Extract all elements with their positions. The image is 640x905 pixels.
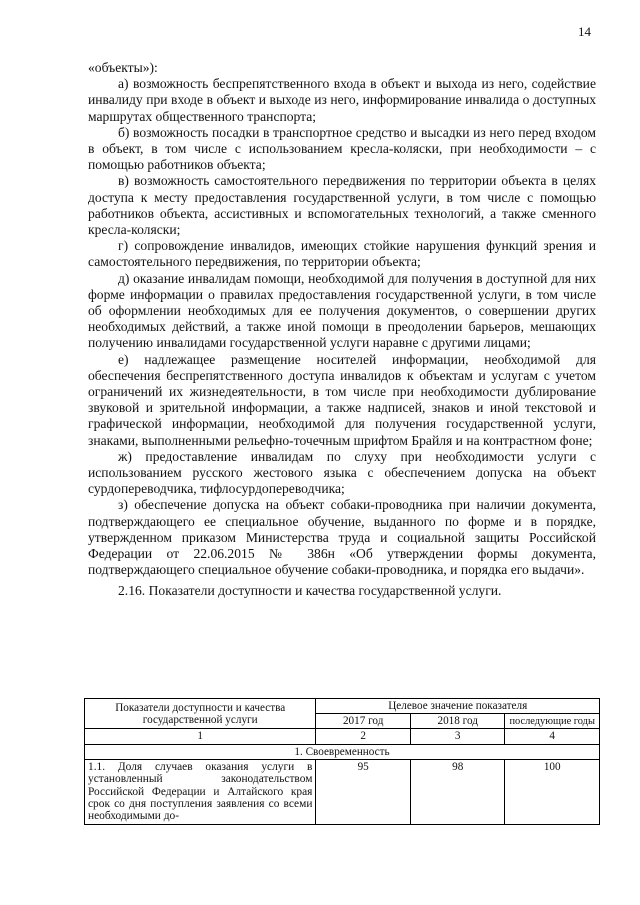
paragraph-zh: ж) предоставление инвалидам по слуху при необходимости услуги с использованием русского жестового языка с обеспечением допуска на объект сурдопереводчика, тифлосурдопереводчика; [88,448,596,497]
table-row [85,759,600,824]
paragraph-g: г) сопровождение инвалидов, имеющих стойкие нарушения функций зрения и самостоятельного передвижения, по территории объекта; [88,238,596,270]
paragraph-intro: «объекты»): [88,60,158,75]
header-year-2018: 2018 год [410,714,505,729]
column-number-1: 1 [85,729,316,744]
body-text [88,60,596,599]
paragraph-e: е) надлежащее размещение носителей информации, необходимой для обеспечения беспрепятственного доступа инвалидов к объектам и услугам с учетом ограничений их жизнедеятельности, в том числе при необходимости дублирование звуковой и зрительной информации, а также надписей, знаков и иной текстовой и графической информации, необходимой для получения государственной услуги, знаками, выполненными рельефно-точечным шрифтом Брайля и на контрастном фоне; [88,351,596,448]
column-number-4: 4 [505,729,600,744]
table-header-row [85,699,600,714]
paragraph-z: з) обеспечение допуска на объект собаки-проводника при наличии документа, подтверждающего ее специальное обучение, выданного по форме и в порядке, утвержденном приказом Министерства труда и социальной защиты Российской Федерации от 22.06.2015 № 386н «Об утверждении формы документа, подтверждающего специальное обучение собаки-проводника, и порядка его выдачи». [88,497,596,578]
section-timeliness: 1. Своевременность [85,744,600,759]
indicators-table [84,698,600,825]
row-1-1-value-2017: 95 [316,759,411,824]
section-heading: 2.16. Показатели доступности и качества государственной услуги. [118,582,502,598]
row-1-1-value-later: 100 [505,759,600,824]
header-year-later: последующие годы [505,714,600,729]
row-1-1-value-2018: 98 [410,759,505,824]
paragraph-d: д) оказание инвалидам помощи, необходимой для получения в доступной для них форме информации о правилах предоставления государственной услуги, в том числе об оформлении необходимых для ее получения документов, о совершении других необходимых действий, а также иной помощи в преодолении барьеров, мешающих получению инвалидами государственной услуги наравне с другими лицами; [88,270,596,351]
column-number-2: 2 [316,729,411,744]
page-number: 14 [578,24,591,39]
paragraph-v: в) возможность самостоятельного передвижения по территории объекта в целях доступа к месту предоставления государственной услуги, в том числе с помощью работников объекта, ассистивных и вспомогательных технологий, а также сменного кресла-коляски; [88,173,596,238]
column-number-3: 3 [410,729,505,744]
header-target-value: Целевое значение показателя [316,699,600,714]
paragraph-a: а) возможность беспрепятственного входа в объект и выхода из него, содействие инвалиду при входе в объект и выходе из него, информирование инвалида о доступных маршрутах общественного транспорта; [88,76,596,124]
header-indicators: Показатели доступности и качества государственной услуги [85,699,316,729]
row-1-1-label: 1.1. Доля случаев оказания услуги в установленный законодательством Российской Федерации и Алтайского края срок со дня поступления заявления со всеми необходимыми до- [85,759,316,824]
paragraph-b: б) возможность посадки в транспортное средство и высадки из него перед входом в объект, в том числе с использованием кресла-коляски, при необходимости – с помощью работников объекта; [88,124,596,173]
header-year-2017: 2017 год [316,714,411,729]
table-column-numbers-row [85,729,600,744]
table-section-row [85,744,600,759]
